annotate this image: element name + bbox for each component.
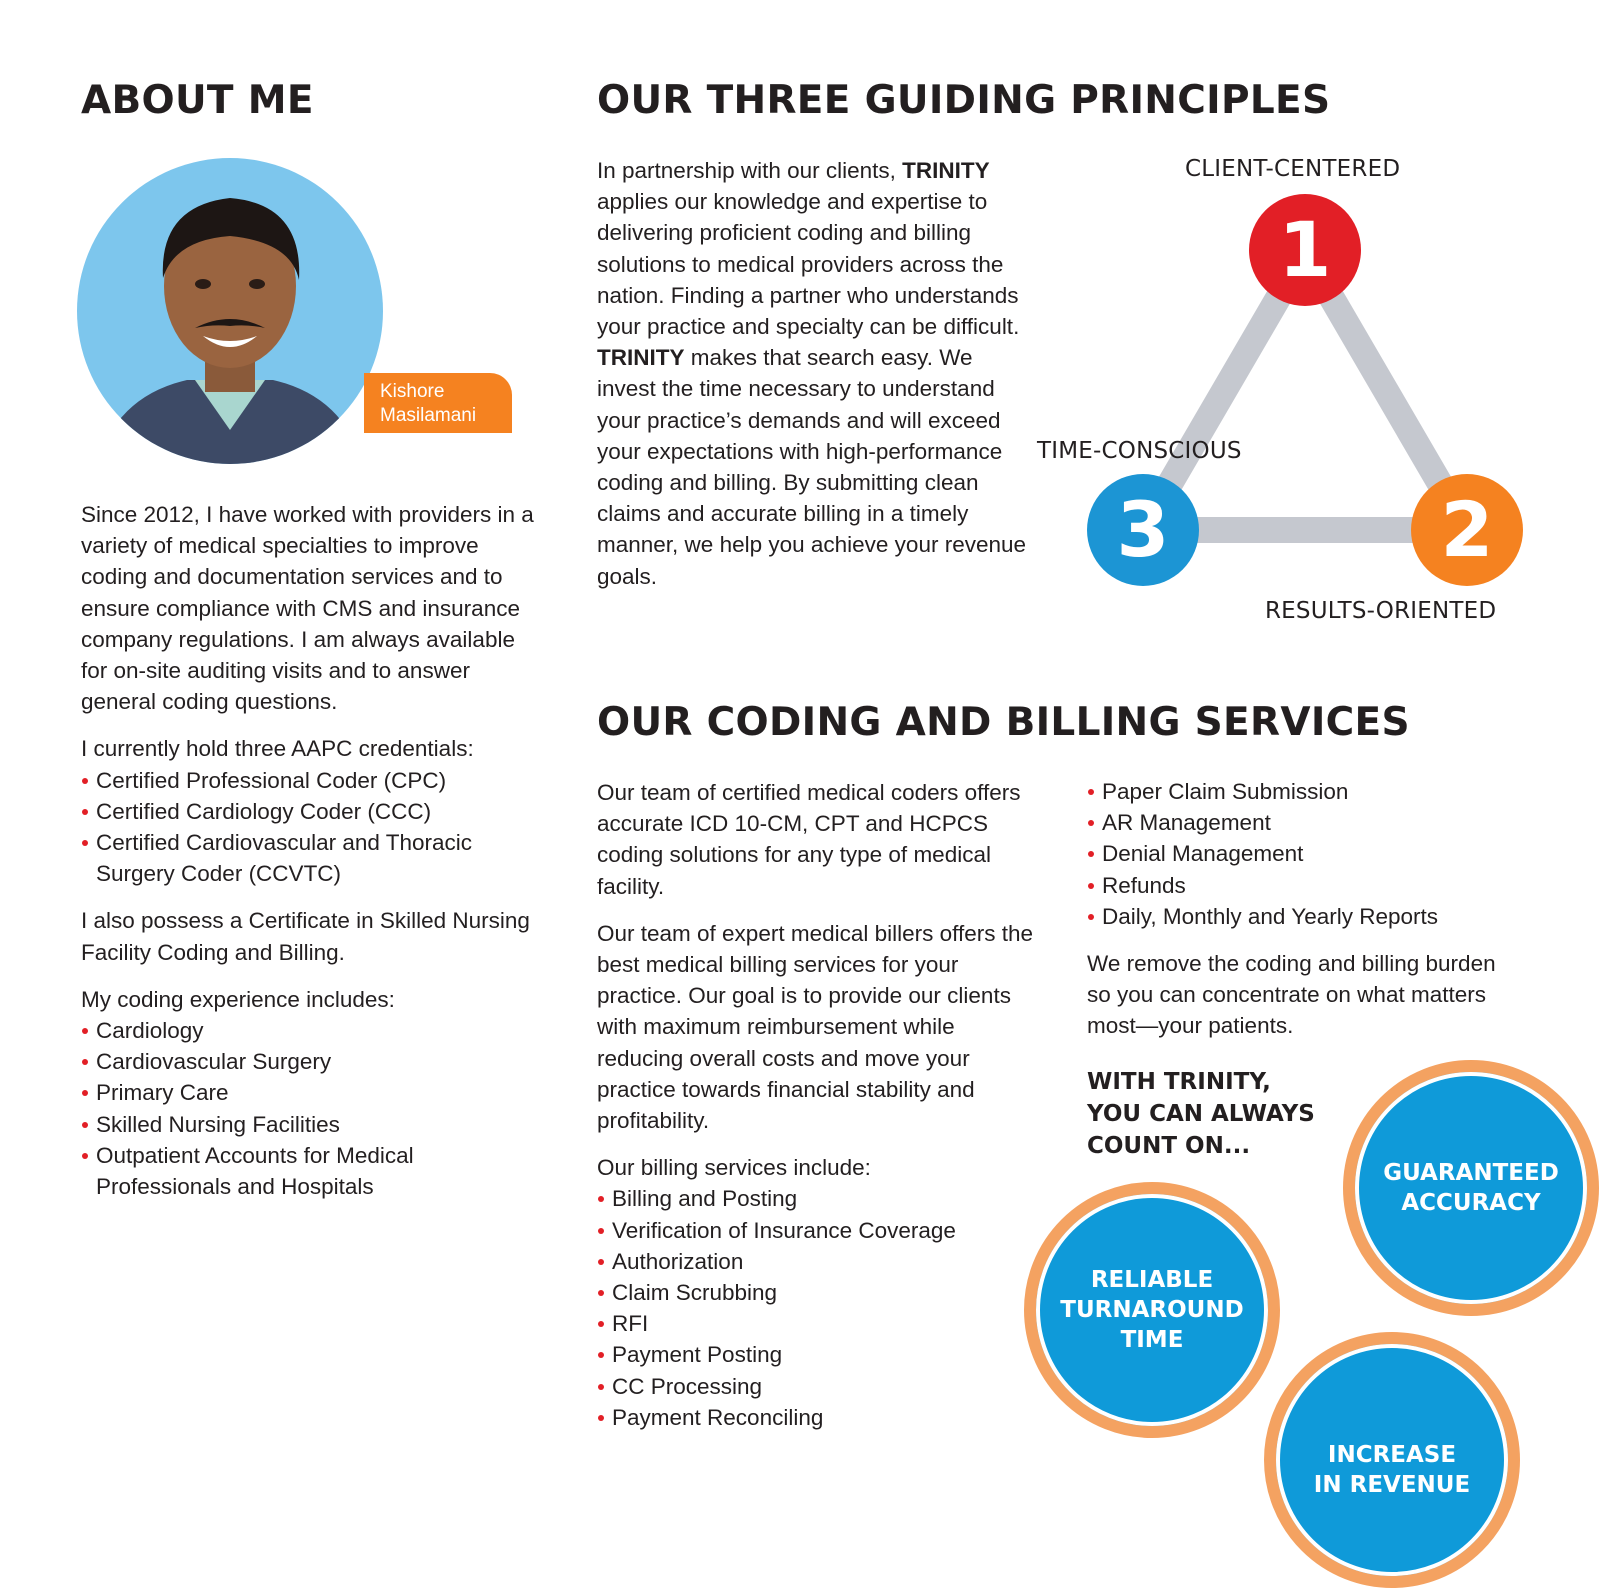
list-item: Cardiology: [81, 1015, 541, 1046]
billers-paragraph: Our team of expert medical billers offers the best medical billing services for your practice. Our goal is to provide our clients with maximum reimbursement while reducing overall costs and move your practice towards financial stability and profitability.: [597, 920, 1034, 1134]
circle-guaranteed-accuracy: [1343, 1060, 1599, 1316]
list-item: RFI: [597, 1308, 1037, 1339]
credentials-list: [81, 765, 541, 890]
circle-text: ACCURACY: [1401, 1190, 1541, 1216]
list-item: Certified Cardiology Coder (CCC): [81, 796, 541, 827]
credentials-intro: I currently hold three AAPC credentials:: [81, 736, 474, 762]
brand-name: TRINITY: [597, 345, 685, 371]
list-item: Paper Claim Submission: [1087, 776, 1507, 807]
count-on-line: YOU CAN ALWAYS: [1087, 1101, 1315, 1127]
list-item: Cardiovascular Surgery: [81, 1046, 541, 1077]
principles-text-c: makes that search easy. We invest the time necessary to understand your practice’s demands and will exceed your expectations with high-performance coding and billing. By submitting clean claims and accurate billing in a timely manner, we help you achieve your revenue goals.: [597, 345, 1027, 589]
circle-text: RELIABLE: [1090, 1267, 1214, 1293]
count-on-line: COUNT ON...: [1087, 1133, 1251, 1159]
services-column-left: [597, 777, 1037, 1449]
bio-paragraph: Since 2012, I have worked with providers in a variety of medical specialties to improve coding and documentation services and to ensure compliance with CMS and insurance company regulations. I am always available for on-site auditing visits and to answer general coding questions.: [81, 502, 534, 715]
count-on-line: WITH TRINITY,: [1087, 1069, 1271, 1095]
circle-text: GUARANTEED: [1383, 1160, 1559, 1186]
more-services-list: [1087, 776, 1507, 932]
brand-name: TRINITY: [902, 158, 990, 183]
principle-label-results-oriented: RESULTS-ORIENTED: [1265, 598, 1497, 624]
list-item: Billing and Posting: [597, 1183, 1037, 1214]
list-item: Refunds: [1087, 870, 1507, 901]
about-body: [81, 499, 541, 1218]
experience-list: [81, 1015, 541, 1202]
circle-text: TIME: [1120, 1327, 1184, 1353]
list-item: CC Processing: [597, 1371, 1037, 1402]
principles-text-b: applies our knowledge and expertise to delivering proficient coding and billing solutions to medical providers across the nation. Finding a partner who understands your practice and specialty can be difficult.: [597, 189, 1020, 340]
billing-intro: Our billing services include:: [597, 1155, 871, 1181]
principle-number-1: 1: [1249, 194, 1361, 306]
list-item: Authorization: [597, 1246, 1037, 1277]
list-item: Outpatient Accounts for Medical Professionals and Hospitals: [81, 1140, 541, 1202]
name-last: Masilamani: [380, 405, 477, 426]
circle-reliable-turnaround: [1024, 1182, 1280, 1438]
principle-label-client-centered: CLIENT-CENTERED: [1185, 156, 1401, 182]
principle-number-3: 3: [1087, 474, 1199, 586]
profile-photo: [77, 158, 383, 464]
circle-text: IN REVENUE: [1313, 1472, 1471, 1498]
about-heading: ABOUT ME: [81, 78, 314, 123]
billing-services-list: [597, 1183, 1037, 1433]
list-item: AR Management: [1087, 807, 1507, 838]
principle-label-time-conscious: TIME-CONSCIOUS: [1037, 438, 1242, 464]
list-item: Primary Care: [81, 1077, 541, 1108]
circle-text: INCREASE: [1327, 1442, 1457, 1468]
principle-number-2: 2: [1411, 474, 1523, 586]
circle-increase-revenue: [1264, 1332, 1520, 1588]
principles-paragraph: [597, 155, 1037, 592]
count-on-heading: [1087, 1066, 1315, 1162]
list-item: Certified Professional Coder (CPC): [81, 765, 541, 796]
name-tag: [364, 373, 512, 433]
list-item: Denial Management: [1087, 838, 1507, 869]
list-item: Skilled Nursing Facilities: [81, 1109, 541, 1140]
list-item: Payment Reconciling: [597, 1402, 1037, 1433]
certificate-paragraph: I also possess a Certificate in Skilled Nursing Facility Coding and Billing.: [81, 908, 530, 965]
list-item: Certified Cardiovascular and Thoracic Surgery Coder (CCVTC): [81, 827, 541, 889]
services-column-right: [1087, 776, 1507, 1058]
person-portrait-icon: [77, 158, 383, 464]
burden-paragraph: We remove the coding and billing burden so you can concentrate on what matters most—your patients.: [1087, 951, 1496, 1039]
list-item: Daily, Monthly and Yearly Reports: [1087, 901, 1507, 932]
list-item: Payment Posting: [597, 1339, 1037, 1370]
principles-text-a: In partnership with our clients,: [597, 158, 903, 183]
circle-text: TURNAROUND: [1060, 1297, 1244, 1323]
list-item: Claim Scrubbing: [597, 1277, 1037, 1308]
name-first: Kishore: [380, 381, 445, 402]
services-heading: OUR CODING AND BILLING SERVICES: [597, 700, 1410, 745]
list-item: Verification of Insurance Coverage: [597, 1215, 1037, 1246]
principles-heading: OUR THREE GUIDING PRINCIPLES: [597, 78, 1331, 123]
coders-paragraph: Our team of certified medical coders offers accurate ICD 10-CM, CPT and HCPCS coding solutions for any type of medical facility.: [597, 780, 1021, 899]
experience-intro: My coding experience includes:: [81, 986, 395, 1012]
